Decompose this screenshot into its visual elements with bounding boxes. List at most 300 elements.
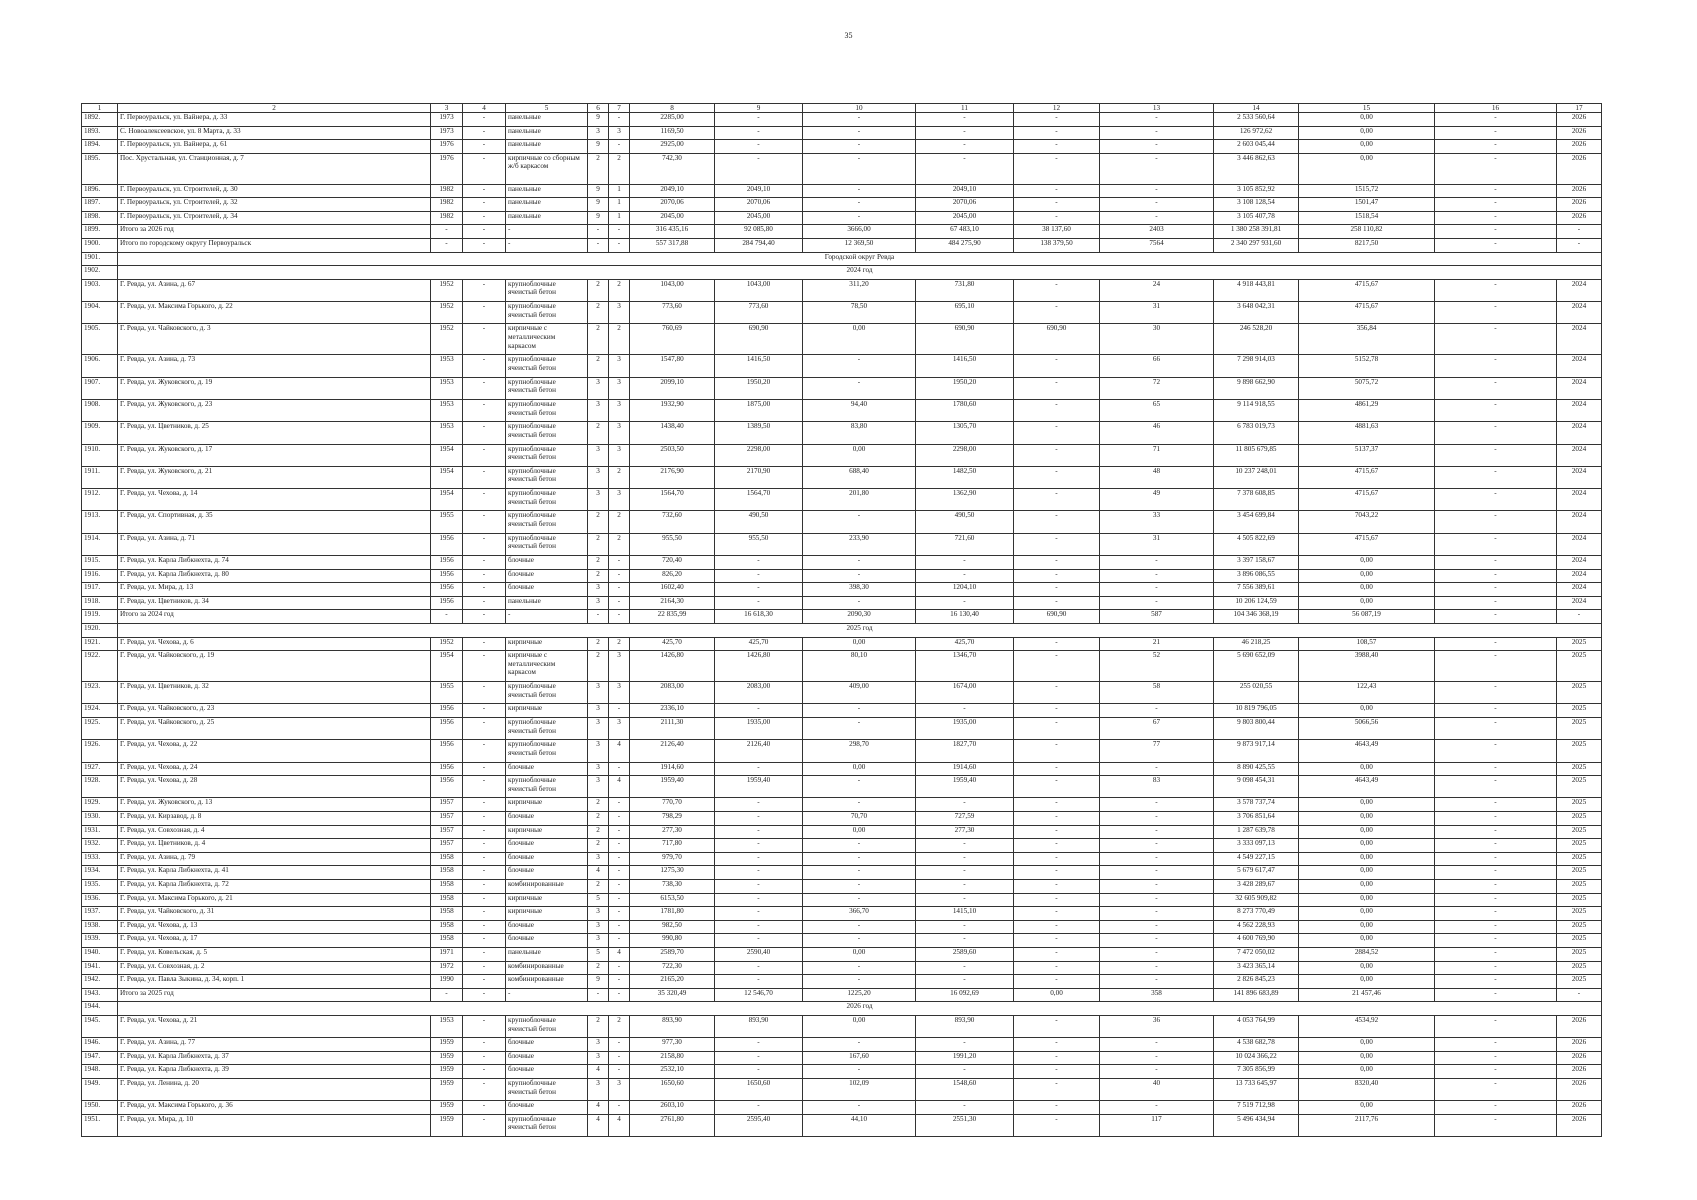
table-cell: 3 105 407,78 xyxy=(1214,211,1299,225)
table-cell: 3 xyxy=(609,1078,630,1100)
table-cell: - xyxy=(463,1051,506,1065)
table-cell: блочные xyxy=(506,866,588,880)
table-cell: 1911. xyxy=(82,466,118,488)
table-cell: 2026 xyxy=(1557,153,1602,184)
table-cell: 2164,30 xyxy=(630,596,715,610)
table-cell: 2589,70 xyxy=(630,947,715,961)
table-cell: 1956 xyxy=(431,762,463,776)
table-cell: 2 603 045,44 xyxy=(1214,140,1299,154)
table-cell: 94,40 xyxy=(803,399,916,421)
table-cell: 0,00 xyxy=(1299,893,1435,907)
table-cell: Г. Ревда, ул. Жуковского, д. 21 xyxy=(118,466,431,488)
table-cell: 104 346 368,19 xyxy=(1214,610,1299,624)
table-cell: - xyxy=(803,198,916,212)
table-cell: 3 105 852,92 xyxy=(1214,184,1299,198)
table-cell: блочные xyxy=(506,1065,588,1079)
table-cell: 0,00 xyxy=(1299,153,1435,184)
table-cell: - xyxy=(1100,569,1214,583)
table-cell: - xyxy=(431,988,463,1002)
table-cell: 356,84 xyxy=(1299,324,1435,355)
table-cell: 0,00 xyxy=(1299,866,1435,880)
table-cell: - xyxy=(1100,184,1214,198)
table-cell: - xyxy=(1014,377,1100,399)
table-cell: - xyxy=(1014,798,1100,812)
table-cell: - xyxy=(1014,113,1100,127)
table-cell: - xyxy=(1014,1101,1100,1115)
table-cell: - xyxy=(803,126,916,140)
table-cell: - xyxy=(803,717,916,739)
table-cell: 1991,20 xyxy=(916,1051,1014,1065)
table-cell: - xyxy=(1100,113,1214,127)
table-cell: 3 xyxy=(609,377,630,399)
table-cell: 284 794,40 xyxy=(715,239,803,253)
table-cell: блочные xyxy=(506,1051,588,1065)
table-cell: 1898. xyxy=(82,211,118,225)
table-row xyxy=(82,153,1602,184)
table-cell: 1942. xyxy=(82,975,118,989)
table-cell: 1982 xyxy=(431,184,463,198)
table-cell: 7 472 050,02 xyxy=(1214,947,1299,961)
table-cell: 1946. xyxy=(82,1038,118,1052)
table-cell: 0,00 xyxy=(1299,555,1435,569)
table-cell: - xyxy=(1100,825,1214,839)
table-cell: - xyxy=(1014,1078,1100,1100)
table-cell: - xyxy=(1014,596,1100,610)
table-cell: - xyxy=(1435,184,1557,198)
table-cell: 83,80 xyxy=(803,422,916,444)
table-cell: 5 xyxy=(588,893,609,907)
table-cell: 1169,50 xyxy=(630,126,715,140)
table-cell: - xyxy=(1435,798,1557,812)
table-cell: 1990 xyxy=(431,975,463,989)
table-cell: - xyxy=(1014,852,1100,866)
table-cell: 5152,78 xyxy=(1299,355,1435,377)
table-cell: Г. Ревда, ул. Карла Либкнехта, д. 37 xyxy=(118,1051,431,1065)
table-cell: 1959 xyxy=(431,1114,463,1136)
table-cell: крупноблочные ячеистый бетон xyxy=(506,1015,588,1037)
table-cell: - xyxy=(803,798,916,812)
table-cell: - xyxy=(463,422,506,444)
table-cell: 2126,40 xyxy=(715,740,803,762)
table-cell: - xyxy=(1435,583,1557,597)
table-cell: 893,90 xyxy=(715,1015,803,1037)
table-cell: 1925. xyxy=(82,717,118,739)
table-cell: 9 898 662,90 xyxy=(1214,377,1299,399)
table-cell: 4861,29 xyxy=(1299,399,1435,421)
table-cell: 3 xyxy=(588,717,609,739)
table-cell: - xyxy=(916,126,1014,140)
table-cell: 1958 xyxy=(431,852,463,866)
table-cell: - xyxy=(803,569,916,583)
table-cell: 1953 xyxy=(431,422,463,444)
table-row xyxy=(82,569,1602,583)
table-cell: 1781,80 xyxy=(630,907,715,921)
table-cell: 2 xyxy=(588,302,609,324)
section-row xyxy=(82,266,1602,280)
table-cell: 246 528,20 xyxy=(1214,324,1299,355)
table-row xyxy=(82,1114,1602,1136)
table-cell: блочные xyxy=(506,934,588,948)
table-cell: 31 xyxy=(1100,302,1214,324)
table-cell: 1935,00 xyxy=(715,717,803,739)
table-row xyxy=(82,324,1602,355)
table-cell: - xyxy=(1014,839,1100,853)
table-cell: 1915. xyxy=(82,555,118,569)
table-cell: - xyxy=(715,907,803,921)
table-cell: 1548,60 xyxy=(916,1078,1014,1100)
table-cell: 7564 xyxy=(1100,239,1214,253)
table-cell: 10 206 124,59 xyxy=(1214,596,1299,610)
table-cell: 5 xyxy=(588,947,609,961)
table-cell: крупноблочные ячеистый бетон xyxy=(506,740,588,762)
table-cell: 1905. xyxy=(82,324,118,355)
table-cell: - xyxy=(715,825,803,839)
table-cell: - xyxy=(1435,947,1557,961)
table-cell: крупноблочные ячеистый бетон xyxy=(506,717,588,739)
table-cell: 77 xyxy=(1100,740,1214,762)
header-cell: 17 xyxy=(1557,104,1602,113)
table-cell: 2 533 560,64 xyxy=(1214,113,1299,127)
table-cell: - xyxy=(1435,934,1557,948)
table-cell: 1953 xyxy=(431,1015,463,1037)
table-cell: Г. Ревда, ул. Жуковского, д. 19 xyxy=(118,377,431,399)
table-cell: 3 xyxy=(588,934,609,948)
table-cell: Г. Ревда, ул. Чехова, д. 14 xyxy=(118,489,431,511)
table-cell: 1225,20 xyxy=(803,988,916,1002)
table-cell: 92 085,80 xyxy=(715,225,803,239)
table-cell: 117 xyxy=(1100,1114,1214,1136)
table-cell: - xyxy=(1435,153,1557,184)
table-cell: кирпичные со сборным ж/б каркасом xyxy=(506,153,588,184)
table-cell: 1956 xyxy=(431,776,463,798)
table-cell: 2 xyxy=(588,511,609,533)
table-cell: 2158,80 xyxy=(630,1051,715,1065)
table-cell: кирпичные с металлическим каркасом xyxy=(506,651,588,682)
table-cell: - xyxy=(1014,682,1100,704)
table-cell: 2025 xyxy=(1557,893,1602,907)
table-cell: кирпичные xyxy=(506,798,588,812)
table-cell: Г. Ревда, ул. Карла Либкнехта, д. 80 xyxy=(118,569,431,583)
table-cell: - xyxy=(609,239,630,253)
table-cell: 1958 xyxy=(431,879,463,893)
table-cell: 2070,06 xyxy=(715,198,803,212)
table-cell: 12 546,70 xyxy=(715,988,803,1002)
table-cell: 2025 xyxy=(1557,947,1602,961)
table-cell: 2025 xyxy=(1557,682,1602,704)
table-cell: - xyxy=(1100,975,1214,989)
table-cell: 3666,00 xyxy=(803,225,916,239)
table-cell: - xyxy=(431,225,463,239)
table-cell: 122,43 xyxy=(1299,682,1435,704)
table-cell: - xyxy=(609,825,630,839)
table-cell: - xyxy=(506,988,588,1002)
table-cell: 1938. xyxy=(82,920,118,934)
header-row xyxy=(82,104,1602,113)
table-cell: - xyxy=(463,776,506,798)
table-cell: 3 423 365,14 xyxy=(1214,961,1299,975)
table-cell: - xyxy=(916,961,1014,975)
table-cell: - xyxy=(463,569,506,583)
table-cell: 1953 xyxy=(431,399,463,421)
table-cell: 1896. xyxy=(82,184,118,198)
table-cell: 9 xyxy=(588,975,609,989)
table-cell: 2049,10 xyxy=(630,184,715,198)
table-cell: - xyxy=(609,583,630,597)
table-cell: 1923. xyxy=(82,682,118,704)
table-cell: 4 538 682,78 xyxy=(1214,1038,1299,1052)
table-cell: 7 305 856,99 xyxy=(1214,1065,1299,1079)
table-cell: 32 605 909,82 xyxy=(1214,893,1299,907)
table-cell: 2025 xyxy=(1557,762,1602,776)
table-cell: 1950,20 xyxy=(916,377,1014,399)
table-cell: - xyxy=(715,812,803,826)
table-cell: - xyxy=(1014,812,1100,826)
table-row xyxy=(82,825,1602,839)
table-row xyxy=(82,704,1602,718)
table-cell: 1952 xyxy=(431,637,463,651)
table-cell: 1957 xyxy=(431,839,463,853)
table-cell: 72 xyxy=(1100,377,1214,399)
table-cell: 1945. xyxy=(82,1015,118,1037)
table-cell: 1947. xyxy=(82,1051,118,1065)
table-cell: - xyxy=(803,961,916,975)
table-cell: 690,90 xyxy=(715,324,803,355)
table-cell: блочные xyxy=(506,852,588,866)
table-cell: - xyxy=(609,225,630,239)
table-cell: 893,90 xyxy=(630,1015,715,1037)
table-cell: - xyxy=(609,113,630,127)
table-cell: 1959 xyxy=(431,1101,463,1115)
table-cell: 1305,70 xyxy=(916,422,1014,444)
table-cell: 2761,80 xyxy=(630,1114,715,1136)
table-cell: 1957 xyxy=(431,798,463,812)
table-cell: 1892. xyxy=(82,113,118,127)
table-cell: Г. Ревда, ул. Карла Либкнехта, д. 72 xyxy=(118,879,431,893)
table-cell: 0,00 xyxy=(1014,988,1100,1002)
table-cell: 4534,92 xyxy=(1299,1015,1435,1037)
table-cell: - xyxy=(715,934,803,948)
table-cell: - xyxy=(1435,466,1557,488)
table-cell: Г. Ревда, ул. Мира, д. 13 xyxy=(118,583,431,597)
header-cell: 6 xyxy=(588,104,609,113)
table-cell: - xyxy=(1435,907,1557,921)
table-cell: - xyxy=(463,920,506,934)
table-cell: Г. Ревда, ул. Цветников, д. 32 xyxy=(118,682,431,704)
table-cell: 4 xyxy=(609,947,630,961)
table-cell: 8320,40 xyxy=(1299,1078,1435,1100)
table-cell: 1 xyxy=(609,198,630,212)
table-cell: - xyxy=(463,975,506,989)
table-cell: 0,00 xyxy=(1299,140,1435,154)
table-cell: 2024 xyxy=(1557,583,1602,597)
table-cell: 1919. xyxy=(82,610,118,624)
table-cell: - xyxy=(1014,211,1100,225)
table-cell: 773,60 xyxy=(715,302,803,324)
table-cell: 48 xyxy=(1100,466,1214,488)
table-cell: - xyxy=(463,704,506,718)
table-cell: - xyxy=(1435,852,1557,866)
table-cell: 2117,76 xyxy=(1299,1114,1435,1136)
table-cell: - xyxy=(588,610,609,624)
table-cell: - xyxy=(463,839,506,853)
table-cell: 2298,00 xyxy=(715,444,803,466)
table-cell: Г. Первоуральск, ул. Строителей, д. 34 xyxy=(118,211,431,225)
table-cell: 2024 xyxy=(1557,444,1602,466)
table-row xyxy=(82,920,1602,934)
table-cell: - xyxy=(1435,324,1557,355)
table-cell: крупноблочные ячеистый бетон xyxy=(506,511,588,533)
table-cell: - xyxy=(463,279,506,301)
table-cell: 0,00 xyxy=(1299,920,1435,934)
table-cell: 955,50 xyxy=(715,533,803,555)
table-cell: - xyxy=(609,596,630,610)
table-cell: кирпичные xyxy=(506,907,588,921)
table-cell: 1953 xyxy=(431,355,463,377)
table-cell: 4 xyxy=(609,776,630,798)
table-cell: 1043,00 xyxy=(630,279,715,301)
table-cell: 2 xyxy=(609,637,630,651)
table-cell: 3 xyxy=(588,377,609,399)
table-cell: 4 562 228,93 xyxy=(1214,920,1299,934)
table-cell: 1973 xyxy=(431,126,463,140)
table-cell: - xyxy=(1014,399,1100,421)
table-cell: панельные xyxy=(506,947,588,961)
table-cell: Г. Ревда, ул. Спортивная, д. 35 xyxy=(118,511,431,533)
table-cell: - xyxy=(715,920,803,934)
table-cell: 1275,30 xyxy=(630,866,715,880)
table-cell: 2025 xyxy=(1557,852,1602,866)
table-cell: - xyxy=(1014,302,1100,324)
table-cell: - xyxy=(1435,839,1557,853)
table-cell: 2 xyxy=(609,466,630,488)
table-cell: Г. Ревда, ул. Чайковского, д. 25 xyxy=(118,717,431,739)
table-cell: - xyxy=(1100,1038,1214,1052)
table-cell: - xyxy=(463,355,506,377)
table-cell: - xyxy=(1435,596,1557,610)
table-cell: блочные xyxy=(506,583,588,597)
table-cell: - xyxy=(463,444,506,466)
table-cell: 1780,60 xyxy=(916,399,1014,421)
table-cell: 1971 xyxy=(431,947,463,961)
table-cell: - xyxy=(463,988,506,1002)
table-cell: 1935,00 xyxy=(916,717,1014,739)
table-cell: 21 xyxy=(1100,637,1214,651)
table-cell: 3 xyxy=(588,444,609,466)
table-cell: - xyxy=(1100,596,1214,610)
table-cell: крупноблочные ячеистый бетон xyxy=(506,377,588,399)
table-cell: 2024 xyxy=(1557,324,1602,355)
table-cell: 4643,49 xyxy=(1299,776,1435,798)
table-cell: - xyxy=(803,355,916,377)
table-cell: 0,00 xyxy=(1299,879,1435,893)
table-row xyxy=(82,798,1602,812)
table-cell: Итого за 2026 год xyxy=(118,225,431,239)
table-cell: 2024 xyxy=(1557,399,1602,421)
table-cell: 4715,67 xyxy=(1299,489,1435,511)
table-cell: Г. Ревда, ул. Мира, д. 10 xyxy=(118,1114,431,1136)
table-row xyxy=(82,422,1602,444)
table-cell: 52 xyxy=(1100,651,1214,682)
table-row xyxy=(82,126,1602,140)
table-cell: 3 xyxy=(588,596,609,610)
table-cell: 1959,40 xyxy=(630,776,715,798)
page-number: 35 xyxy=(844,31,853,40)
table-cell: - xyxy=(1100,140,1214,154)
table-cell: 3 xyxy=(588,583,609,597)
table-cell: - xyxy=(916,839,1014,853)
table-cell: 1953 xyxy=(431,377,463,399)
table-cell: - xyxy=(803,920,916,934)
table-cell: 2049,10 xyxy=(715,184,803,198)
table-cell: - xyxy=(1435,1101,1557,1115)
table-cell: 1897. xyxy=(82,198,118,212)
table-cell: 826,20 xyxy=(630,569,715,583)
table-cell: крупноблочные ячеистый бетон xyxy=(506,466,588,488)
table-row xyxy=(82,907,1602,921)
table-row xyxy=(82,466,1602,488)
table-cell: блочные xyxy=(506,812,588,826)
table-cell: - xyxy=(803,776,916,798)
table-cell: 4643,49 xyxy=(1299,740,1435,762)
table-cell: 1518,54 xyxy=(1299,211,1435,225)
table-cell: 2025 xyxy=(1557,825,1602,839)
table-cell: 0,00 xyxy=(1299,852,1435,866)
table-cell: 2024 xyxy=(1557,569,1602,583)
table-cell: - xyxy=(1014,279,1100,301)
table-cell: - xyxy=(1435,740,1557,762)
table-cell: - xyxy=(715,140,803,154)
table-row xyxy=(82,934,1602,948)
table-cell: - xyxy=(609,893,630,907)
table-cell: - xyxy=(715,1101,803,1115)
table-cell: 2026 xyxy=(1557,1078,1602,1100)
table-cell: - xyxy=(916,1065,1014,1079)
table-cell: 12 369,50 xyxy=(803,239,916,253)
table-cell: - xyxy=(1014,1038,1100,1052)
table-cell: 1928. xyxy=(82,776,118,798)
table-cell: - xyxy=(715,1038,803,1052)
table-cell: Г. Ревда, ул. Максима Горького, д. 36 xyxy=(118,1101,431,1115)
table-cell: крупноблочные ячеистый бетон xyxy=(506,444,588,466)
table-cell: 3 xyxy=(588,126,609,140)
table-cell: 4715,67 xyxy=(1299,533,1435,555)
table-cell: крупноблочные ячеистый бетон xyxy=(506,302,588,324)
table-cell: - xyxy=(1435,533,1557,555)
table-cell: 0,00 xyxy=(1299,812,1435,826)
table-cell: 2090,30 xyxy=(803,610,916,624)
table-cell: 1956 xyxy=(431,740,463,762)
table-cell: - xyxy=(1557,239,1602,253)
table-row xyxy=(82,1101,1602,1115)
table-cell: 3 xyxy=(588,704,609,718)
header-cell: 11 xyxy=(916,104,1014,113)
table-cell: 1951. xyxy=(82,1114,118,1136)
table-cell: Г. Ревда, ул. Кирзавод, д. 8 xyxy=(118,812,431,826)
table-cell: 773,60 xyxy=(630,302,715,324)
table-cell: 1875,00 xyxy=(715,399,803,421)
table-cell: - xyxy=(609,920,630,934)
table-row xyxy=(82,555,1602,569)
table-row xyxy=(82,1038,1602,1052)
table-cell: 2551,30 xyxy=(916,1114,1014,1136)
table-cell: 0,00 xyxy=(803,1015,916,1037)
table-row xyxy=(82,776,1602,798)
table-cell: 3 xyxy=(609,399,630,421)
table-cell: 7 378 608,85 xyxy=(1214,489,1299,511)
table-cell: - xyxy=(609,961,630,975)
table-cell: 138 379,50 xyxy=(1014,239,1100,253)
table-cell: 1894. xyxy=(82,140,118,154)
